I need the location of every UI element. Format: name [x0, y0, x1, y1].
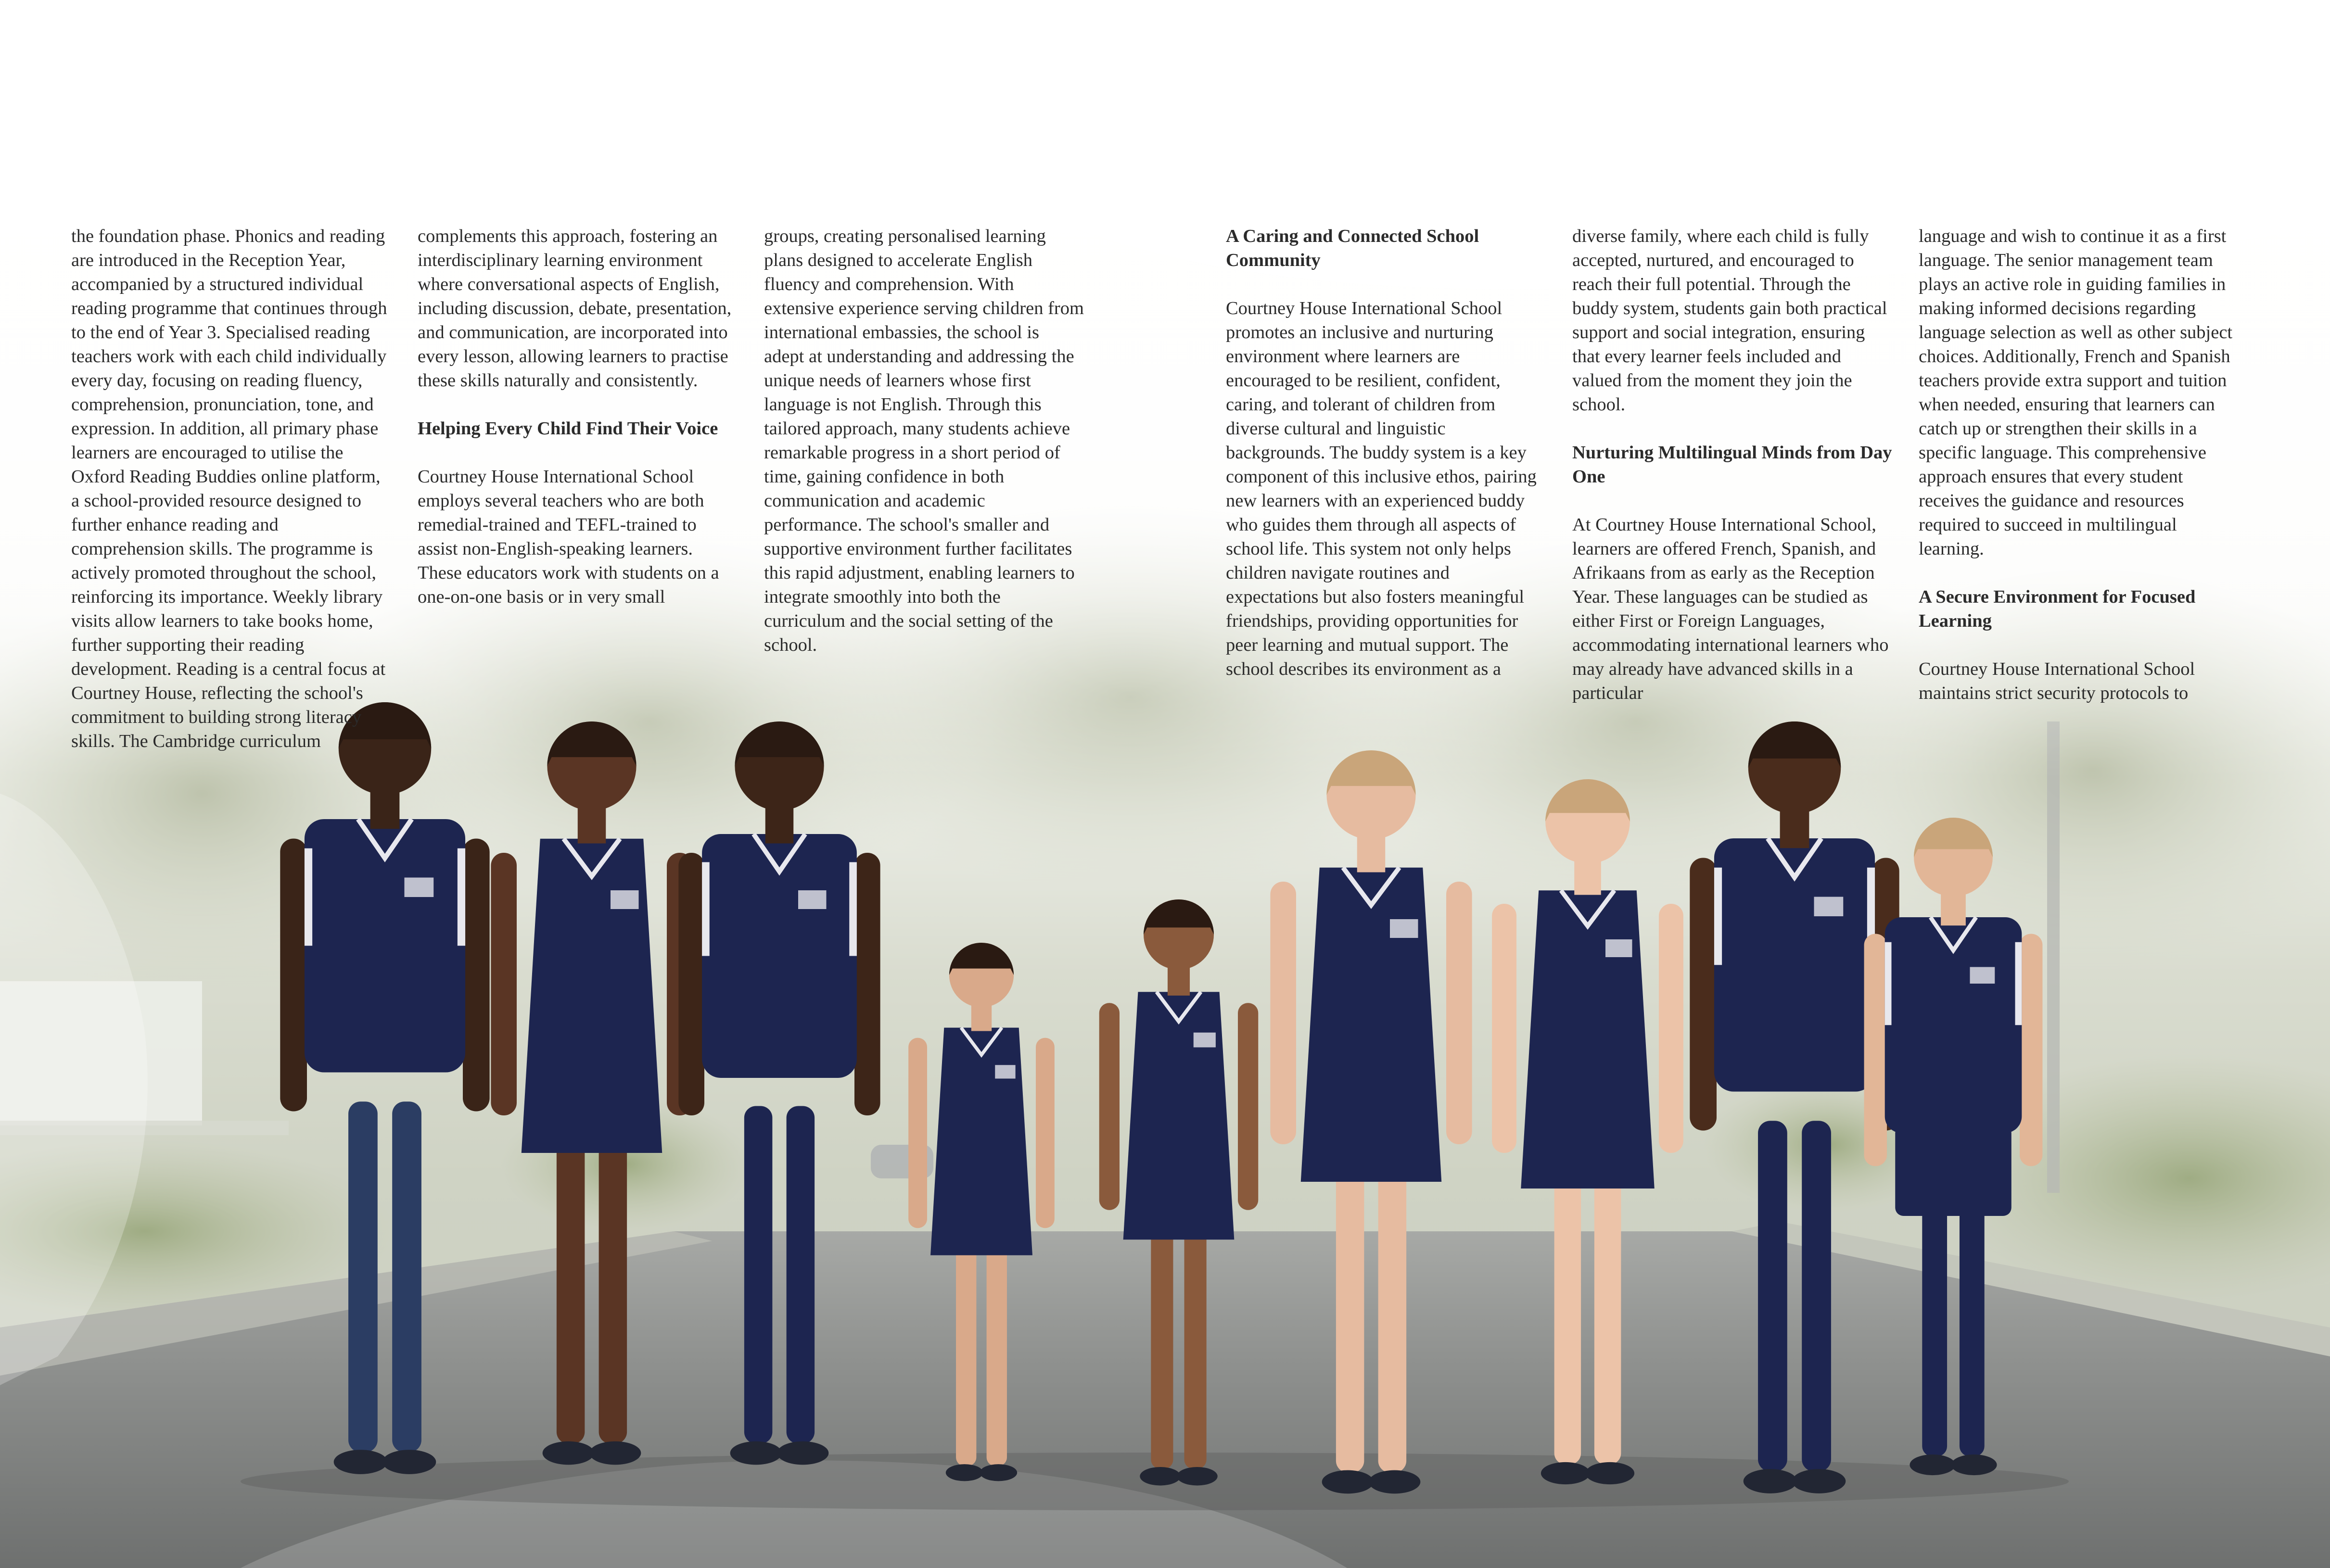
section-heading: Helping Every Child Find Their Voice: [418, 418, 718, 439]
body-paragraph: diverse family, where each child is fully accepted, nurtured, and encouraged to reach their full potential. Through the buddy system, students gain both practical support and social integration, ensuring that every learner feels included and valued from the moment they join the school.: [1572, 226, 1887, 415]
body-paragraph: At Courtney House International School, learners are offered French, Spanish, and Afrikaans from as early as the Reception Year. These languages can be studied as either First or Foreign Languages, accommodating international learners who may already have advanced skills in a particular: [1572, 515, 1889, 703]
text-column-4: [1226, 224, 1546, 681]
body-paragraph: Courtney House International School maintains strict security protocols to: [1919, 659, 2195, 703]
body-paragraph: complements this approach, fostering an interdisciplinary learning environment where conversational aspects of English, including discussion, debate, presentation, and communication, are incorporated into every lesson, allowing learners to practise these skills naturally and consistently.: [418, 226, 732, 391]
body-paragraph: Courtney House International School employs several teachers who are both remedial-trained and TEFL-trained to assist non-English-speaking learners. These educators work with students on a one-on-one basis or in very small: [418, 467, 719, 607]
body-paragraph: groups, creating personalised learning plans designed to accelerate English fluency and comprehension. With extensive experience serving children from international embassies, the school is adept at understanding and addressing the unique needs of learners whose first language is not English. Through this tailored approach, many students achieve remarkable progress in a short period of time, gaining confidence in both communication and academic performance. The school's smaller and supportive environment further facilitates this rapid adjustment, enabling learners to integrate smoothly into both the curriculum and the social setting of the school.: [764, 226, 1084, 655]
text-column-5: [1572, 224, 1892, 705]
section-heading: A Caring and Connected School Community: [1226, 226, 1479, 270]
text-column-1: [71, 224, 391, 753]
body-paragraph: the foundation phase. Phonics and reading are introduced in the Reception Year, accompanied by a structured individual reading programme that continues through to the end of Year 3. Specialised reading teachers work with each child individually every day, focusing on reading fluency, comprehension, pronunciation, tone, and expression. In addition, all primary phase learners are encouraged to utilise the Oxford Reading Buddies online platform, a school-provided resource designed to further enhance reading and comprehension skills. The programme is actively promoted throughout the school, reinforcing its importance. Weekly library visits allow learners to take books home, further supporting their reading development. Reading is a central focus at Courtney House, reflecting the school's commitment to building strong literacy skills. The Cambridge curriculum: [71, 226, 387, 751]
body-paragraph: Courtney House International School promotes an inclusive and nurturing environment where learners are encouraged to be resilient, confident, caring, and tolerant of children from diverse cultural and linguistic backgrounds. The buddy system is a key component of this inclusive ethos, pairing new learners with an experienced buddy who guides them through all aspects of school life. This system not only helps children navigate routines and expectations but also fosters meaningful friendships, providing opportunities for peer learning and mutual support. The school describes its environment as a: [1226, 298, 1537, 679]
text-column-2: [418, 224, 738, 609]
text-column-6: [1919, 224, 2239, 705]
body-paragraph: language and wish to continue it as a first language. The senior management team plays an active role in guiding families in making informed decisions regarding language selection as well as other subject choices. Additionally, French and Spanish teachers provide extra support and tuition when needed, ensuring that learners can catch up or strengthen their skills in a specific language. This comprehensive approach ensures that every student receives the guidance and resources required to succeed in multilingual learning.: [1919, 226, 2233, 559]
section-heading: A Secure Environment for Focused Learning: [1919, 587, 2196, 631]
text-column-3: [764, 224, 1084, 657]
section-heading: Nurturing Multilingual Minds from Day One: [1572, 443, 1892, 487]
